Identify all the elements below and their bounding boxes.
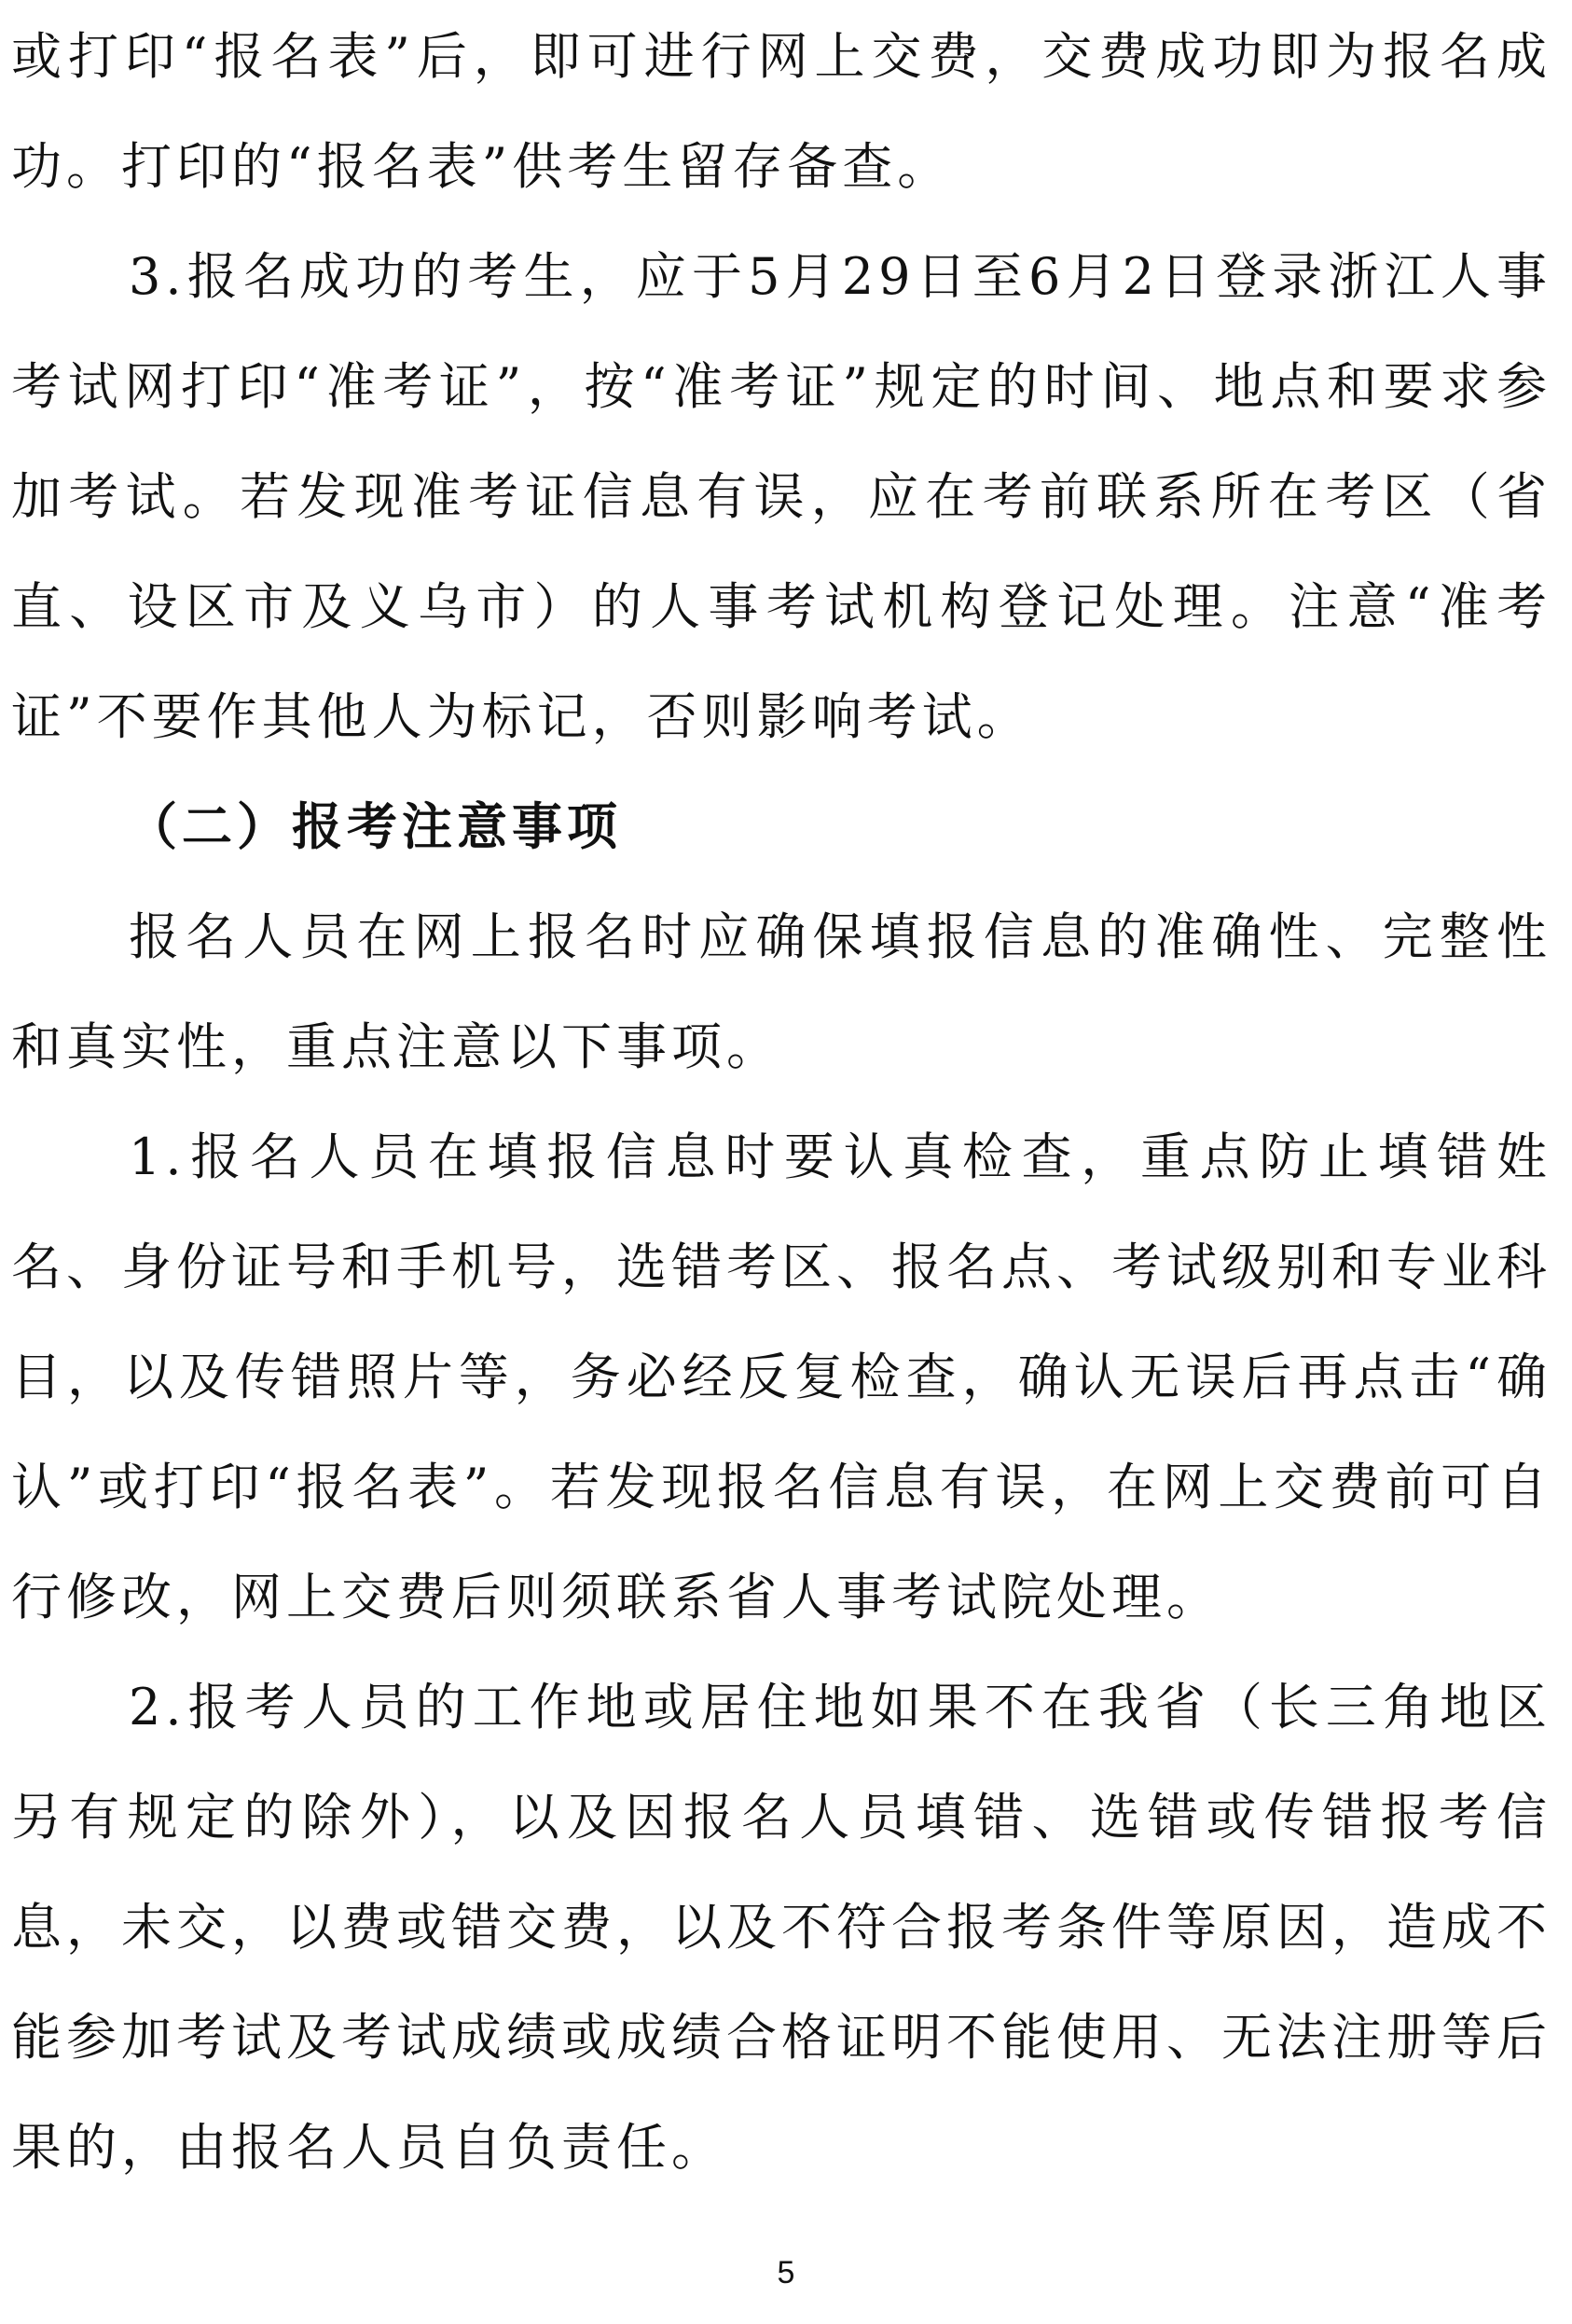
section-heading: （二）报考注意事项 — [127, 797, 622, 856]
paragraph-item-3: 3.报名成功的考生，应于5月29日至6月2日登录浙江人事考试网打印“准考证”，按“准考证”规定的时间、地点和要求参加考试。若发现准考证信息有误，应在考前联系所在考区（省直、设区市及义乌市）的人事考试机构登记处理。注意“准考证”不要作其他人为标记，否则影响考试。 — [11, 247, 1551, 746]
paragraph-continuation: 或打印“报名表”后，即可进行网上交费，交费成功即为报名成功。打印的“报名表”供考生留存备查。 — [11, 27, 1551, 196]
page-number: 5 — [777, 2255, 795, 2290]
paragraph-intro: 报名人员在网上报名时应确保填报信息的准确性、完整性和真实性，重点注意以下事项。 — [11, 907, 1551, 1076]
document-body — [11, 2, 1551, 2203]
paragraph-item-1: 1.报名人员在填报信息时要认真检查，重点防止填错姓名、身份证号和手机号，选错考区、报名点、考试级别和专业科目，以及传错照片等，务必经反复检查，确认无误后再点击“确认”或打印“报名表”。若发现报名信息有误，在网上交费前可自行修改，网上交费后则须联系省人事考试院处理。 — [11, 1127, 1551, 1626]
paragraph-item-2: 2.报考人员的工作地或居住地如果不在我省（长三角地区另有规定的除外），以及因报名人员填错、选错或传错报考信息，未交，以费或错交费，以及不符合报考条件等原因，造成不能参加考试及考试成绩或成绩合格证明不能使用、无法注册等后果的，由报名人员自负责任。 — [11, 1678, 1551, 2177]
